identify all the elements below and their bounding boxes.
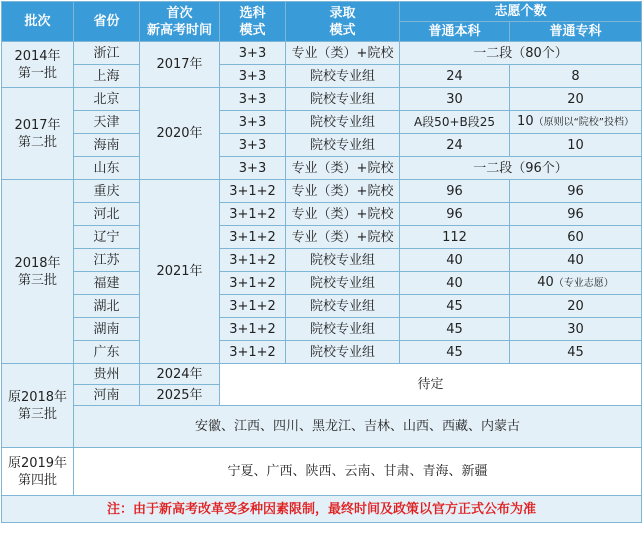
subject-mode-cell: 3+1+2 [220, 180, 286, 203]
subject-mode-cell: 3+3 [220, 65, 286, 88]
admission-mode-cell: 院校专业组 [286, 341, 400, 364]
header-first-year-line2: 新高考时间 [146, 22, 212, 38]
table-row [2, 272, 642, 295]
undergrad-cell: 24 [400, 65, 510, 88]
subject-mode-cell: 3+3 [220, 157, 286, 180]
junior-cell: 20 [510, 295, 642, 318]
junior-cell: 60 [510, 226, 642, 249]
province-cell: 山东 [74, 157, 140, 180]
other-provinces-cell: 安徽、江西、四川、黑龙江、吉林、山西、西藏、内蒙古 [74, 406, 642, 448]
junior-note: （原则以“院校”投档） [533, 117, 634, 128]
junior-cell: 10 [510, 134, 642, 157]
batch-cell-2018 [2, 180, 74, 364]
junior-cell: 8 [510, 65, 642, 88]
header-batch: 批次 [2, 2, 74, 42]
junior-cell: 96 [510, 180, 642, 203]
subject-mode-cell: 3+1+2 [220, 249, 286, 272]
first-year-cell: 2024年 [140, 364, 220, 385]
undergrad-cell: 40 [400, 272, 510, 295]
undergrad-cell: 24 [400, 134, 510, 157]
subject-mode-cell: 3+1+2 [220, 341, 286, 364]
batch-orig-2018-line1: 原2018年 [7, 389, 68, 405]
header-junior: 普通专科 [510, 22, 642, 42]
batch4-provinces-cell: 宁夏、广西、陕西、云南、甘肃、青海、新疆 [74, 448, 642, 496]
admission-mode-cell: 院校专业组 [286, 111, 400, 134]
subject-mode-cell: 3+1+2 [220, 295, 286, 318]
undergrad-cell: 45 [400, 318, 510, 341]
junior-cell [510, 272, 642, 295]
undergrad-cell: 45 [400, 341, 510, 364]
batch-orig-2019-line2: 第四批 [17, 472, 57, 488]
subject-mode-cell: 3+3 [220, 42, 286, 65]
table-row [2, 203, 642, 226]
subject-mode-cell: 3+1+2 [220, 226, 286, 249]
subject-mode-cell: 3+1+2 [220, 318, 286, 341]
table-row [2, 226, 642, 249]
header-first-year-line1: 首次 [166, 5, 193, 21]
province-cell: 湖南 [74, 318, 140, 341]
undergrad-cell: 45 [400, 295, 510, 318]
subject-mode-cell: 3+3 [220, 111, 286, 134]
junior-cell: 96 [510, 203, 642, 226]
table-row [2, 364, 642, 385]
table-row [2, 295, 642, 318]
header-undergrad: 普通本科 [400, 22, 510, 42]
header-admission-line1: 录取 [329, 5, 356, 21]
header-subject-line1: 选科 [239, 5, 266, 21]
table-row [2, 111, 642, 134]
admission-mode-cell: 院校专业组 [286, 272, 400, 295]
reform-schedule-table [1, 1, 642, 523]
batch-cell-2017 [2, 88, 74, 180]
undergrad-cell: A段50+B段25 [400, 111, 510, 134]
admission-mode-cell: 专业（类）+院校 [286, 203, 400, 226]
batch-2014-line2: 第一批 [17, 65, 57, 81]
province-cell: 河北 [74, 203, 140, 226]
batch-cell-orig-2019 [2, 448, 74, 496]
junior-cell: 40 [510, 249, 642, 272]
choices-merged-cell: 一二段（80个） [400, 42, 642, 65]
subject-mode-cell: 3+3 [220, 88, 286, 111]
batch-2017-line1: 2017年 [14, 117, 61, 133]
first-year-cell-2018: 2021年 [140, 180, 220, 364]
admission-mode-cell: 院校专业组 [286, 295, 400, 318]
subject-mode-cell: 3+1+2 [220, 203, 286, 226]
first-year-cell: 2025年 [140, 385, 220, 406]
subject-mode-cell: 3+3 [220, 134, 286, 157]
batch-orig-2019-line1: 原2019年 [7, 455, 68, 471]
batch-2018-line2: 第三批 [17, 272, 57, 288]
batch-2018-line1: 2018年 [14, 255, 61, 271]
batch-cell-2014 [2, 42, 74, 88]
table-row [2, 42, 642, 65]
junior-value: 10 [517, 114, 534, 129]
table-row [2, 448, 642, 496]
junior-cell: 45 [510, 341, 642, 364]
table-row [2, 134, 642, 157]
province-cell: 海南 [74, 134, 140, 157]
junior-value: 40 [537, 275, 554, 290]
header-subject-mode [220, 2, 286, 42]
first-year-cell-2014: 2017年 [140, 42, 220, 88]
batch-2014-line1: 2014年 [14, 48, 61, 64]
header-first-year [140, 2, 220, 42]
footnote: 注：由于新高考改革受多种因素限制，最终时间及政策以官方正式公布为准 [2, 496, 642, 523]
table-row [2, 180, 642, 203]
table-row [2, 406, 642, 448]
admission-mode-cell: 专业（类）+院校 [286, 42, 400, 65]
admission-mode-cell: 院校专业组 [286, 249, 400, 272]
first-year-cell-2017: 2020年 [140, 88, 220, 180]
province-cell: 浙江 [74, 42, 140, 65]
undergrad-cell: 96 [400, 180, 510, 203]
province-cell: 河南 [74, 385, 140, 406]
admission-mode-cell: 院校专业组 [286, 88, 400, 111]
province-cell: 江苏 [74, 249, 140, 272]
header-admission-line2: 模式 [329, 22, 356, 38]
note-row [2, 496, 642, 523]
admission-mode-cell: 院校专业组 [286, 318, 400, 341]
admission-mode-cell: 院校专业组 [286, 134, 400, 157]
table-row [2, 318, 642, 341]
batch-cell-orig-2018 [2, 364, 74, 448]
admission-mode-cell: 专业（类）+院校 [286, 157, 400, 180]
undergrad-cell: 30 [400, 88, 510, 111]
table-row [2, 65, 642, 88]
province-cell: 上海 [74, 65, 140, 88]
province-cell: 广东 [74, 341, 140, 364]
junior-cell: 30 [510, 318, 642, 341]
province-cell: 北京 [74, 88, 140, 111]
choices-merged-cell: 一二段（96个） [400, 157, 642, 180]
header-choices: 志愿个数 [400, 2, 642, 22]
table-row [2, 341, 642, 364]
province-cell: 天津 [74, 111, 140, 134]
province-cell: 湖北 [74, 295, 140, 318]
province-cell: 贵州 [74, 364, 140, 385]
junior-note: （专业志愿） [553, 278, 614, 289]
junior-cell: 20 [510, 88, 642, 111]
table-row [2, 157, 642, 180]
province-cell: 福建 [74, 272, 140, 295]
admission-mode-cell: 专业（类）+院校 [286, 226, 400, 249]
header-subject-line2: 模式 [239, 22, 266, 38]
admission-mode-cell: 院校专业组 [286, 65, 400, 88]
undergrad-cell: 112 [400, 226, 510, 249]
subject-mode-cell: 3+1+2 [220, 272, 286, 295]
junior-cell [510, 111, 642, 134]
header-province: 省份 [74, 2, 140, 42]
batch-orig-2018-line2: 第三批 [17, 406, 57, 422]
undergrad-cell: 96 [400, 203, 510, 226]
undergrad-cell: 40 [400, 249, 510, 272]
table-row [2, 88, 642, 111]
header-row-1 [2, 2, 642, 22]
pending-status-cell: 待定 [220, 364, 642, 406]
province-cell: 辽宁 [74, 226, 140, 249]
province-cell: 重庆 [74, 180, 140, 203]
admission-mode-cell: 专业（类）+院校 [286, 180, 400, 203]
batch-2017-line2: 第二批 [17, 134, 57, 150]
table-row [2, 249, 642, 272]
header-admission-mode [286, 2, 400, 42]
